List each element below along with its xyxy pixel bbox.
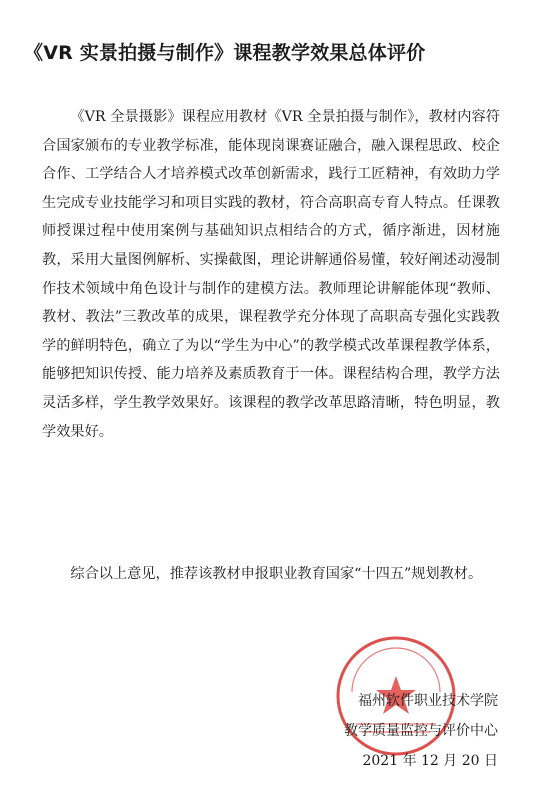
document-title: 《VR 实景拍摄与制作》课程教学效果总体评价 [24, 42, 426, 64]
signature-date: 2021 年 12 月 20 日 [362, 753, 498, 769]
signature-department: 教学质量监控与评价中心 [344, 723, 498, 739]
signature-organization: 福州软件职业技术学院 [358, 693, 498, 709]
paragraph-recommendation: 综合以上意见，推荐该教材申报职业教育国家“十四五”规划教材。 [70, 566, 483, 582]
paragraph-evaluation: 《VR 全景摄影》课程应用教材《VR 全景拍摄与制作》，教材内容符合国家颁布的专业教学标准，能体现岗课赛证融合，融入课程思政、校企合作、工学结合人才培养模式改革创新需求，践行工匠精神，有效助力学生完成专业技能学习和项目实践的教材，符合高职高专育人特点。任课教师授课过程中使用案例与基础知识点相结合的方式，循序渐进，因材施教，采用大量图例解析、实操截图，理论讲解通俗易懂，较好阐述动漫制作技术领域中角色设计与制作的建模方法。教师理论讲解能体现“教师、教材、教法”三教改革的成果，课程教学充分体现了高职高专强化实践教学的鲜明特色，确立了为以“学生为中心”的教学模式改革课程教学体系，能够把知识传授、能力培养及素质教育于一体。课程结构合理，教学方法灵活多样，学生教学效果好。该课程的教学改革思路清晰，特色明显，教学效果好。 [42, 109, 500, 440]
signature-block [278, 686, 498, 776]
evaluation-body [42, 103, 500, 446]
